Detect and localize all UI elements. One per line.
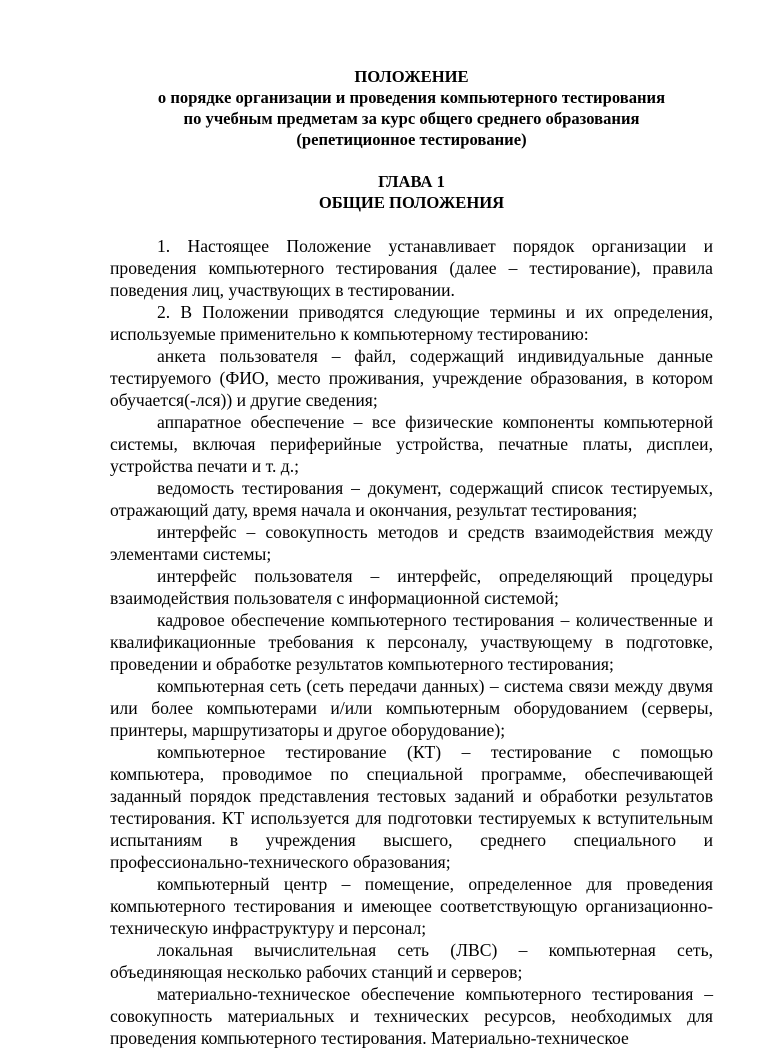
chapter-title: ОБЩИЕ ПОЛОЖЕНИЯ (318, 193, 505, 212)
term-user-profile: анкета пользователя – файл, содержащий индивидуальные данные тестируемого (ФИО, место проживания, учреждение образования, в котором обучается(-лся)) и другие сведения; (110, 346, 713, 410)
term-test-sheet: ведомость тестирования – документ, содержащий список тестируемых, отражающий дату, время начала и окончания, результат тестирования; (110, 478, 713, 520)
document-body (110, 235, 713, 1049)
term-hardware: аппаратное обеспечение – все физические компоненты компьютерной системы, включая периферийные устройства, печатные платы, дисплеи, устройства печати и т. д.; (110, 412, 713, 476)
document-title: ПОЛОЖЕНИЕ (354, 67, 469, 86)
document-header (110, 66, 713, 150)
term-computer-network: компьютерная сеть (сеть передачи данных) – система связи между двумя или более компьютерами и/или компьютерным оборудованием (серверы, принтеры, маршрутизаторы и другое оборудование); (110, 676, 713, 740)
term-user-interface: интерфейс пользователя – интерфейс, определяющий процедуры взаимодействия пользователя с информационной системой; (110, 566, 713, 608)
document-subtitle-line-1: о порядке организации и проведения компьютерного тестирования (157, 88, 666, 107)
term-material-support: материально-техническое обеспечение компьютерного тестирования – совокупность материальных и технических ресурсов, необходимых для проведения компьютерного тестирования. Материально-техническое (110, 984, 713, 1048)
term-computer-center: компьютерный центр – помещение, определенное для проведения компьютерного тестирования и имеющее соответствующую организационно-техническую инфраструктуру и персонал; (110, 874, 713, 938)
paragraph-2: 2. В Положении приводятся следующие термины и их определения, используемые применительно к компьютерному тестированию: (110, 302, 713, 344)
document-subtitle-line-2: по учебным предметам за курс общего среднего образования (183, 109, 640, 128)
term-interface: интерфейс – совокупность методов и средств взаимодействия между элементами системы; (110, 522, 713, 564)
term-computer-testing: компьютерное тестирование (КТ) – тестирование с помощью компьютера, проводимое по специальной программе, обеспечивающей заданный порядок представления тестовых заданий и обработки результатов тестирования. КТ используется для подготовки тестируемых к вступительным испытаниям в учреждения высшего, среднего специального и профессионально-технического образования; (110, 742, 713, 872)
document-subtitle-line-3: (репетиционное тестирование) (296, 130, 527, 149)
chapter-number: ГЛАВА 1 (378, 172, 445, 191)
term-lan: локальная вычислительная сеть (ЛВС) – компьютерная сеть, объединяющая несколько рабочих станций и серверов; (110, 940, 713, 982)
term-staffing: кадровое обеспечение компьютерного тестирования – количественные и квалификационные требования к персоналу, участвующему в подготовке, проведении и обработке результатов компьютерного тестирования; (110, 610, 713, 674)
chapter-heading (110, 171, 713, 213)
paragraph-1: 1. Настоящее Положение устанавливает порядок организации и проведения компьютерного тестирования (далее – тестирование), правила поведения лиц, участвующих в тестировании. (110, 236, 713, 300)
